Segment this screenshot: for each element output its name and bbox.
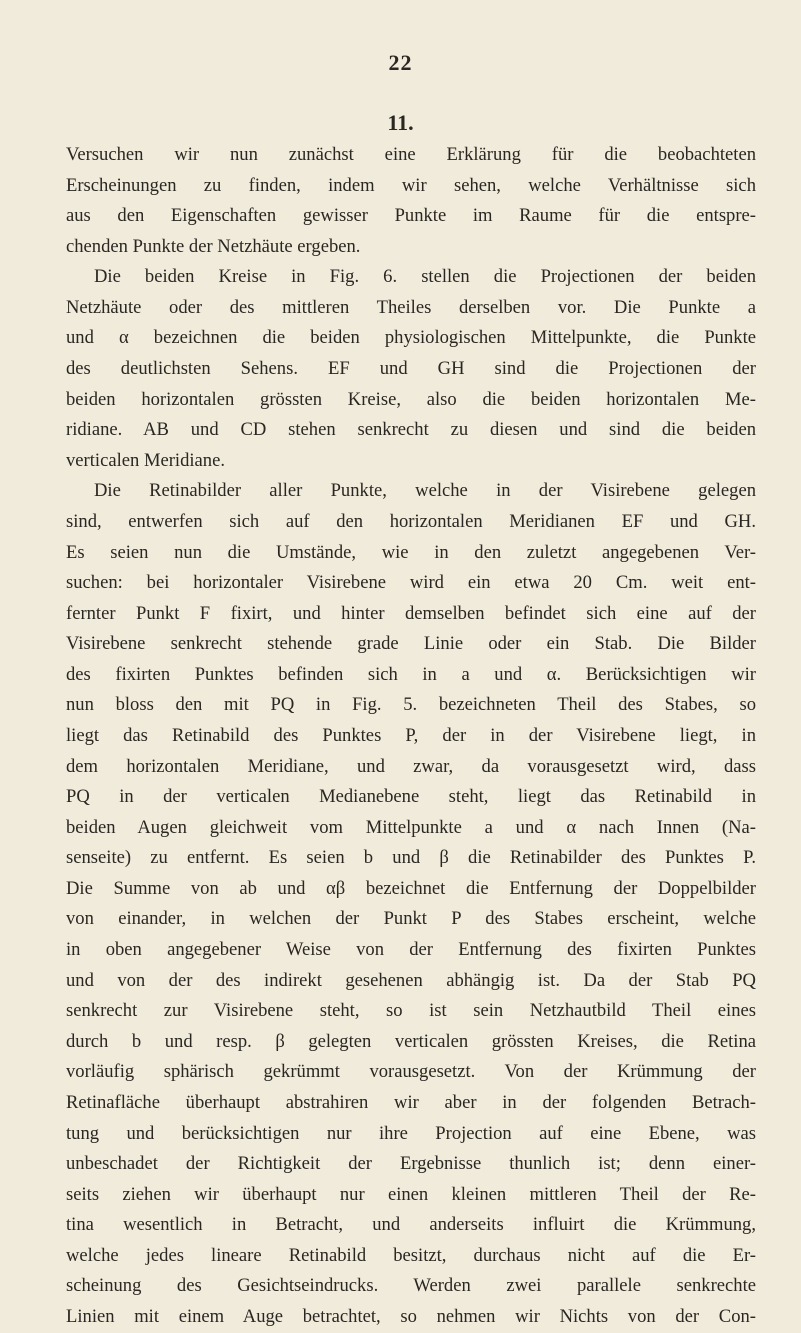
text-line: vorläufig sphärisch gekrümmt vorausgesetzt. Von der Krümmung der <box>66 1061 756 1083</box>
text-line: seits ziehen wir überhaupt nur einen kleinen mittleren Theil der Re- <box>66 1183 756 1205</box>
text-line: senseite) zu entfernt. Es seien b und β die Retinabilder des Punktes P. <box>66 847 756 869</box>
text-line: und von der des indirekt gesehenen abhängig ist. Da der Stab PQ <box>66 969 756 991</box>
text-line: beiden Augen gleichweit vom Mittelpunkte a und α nach Innen (Na- <box>66 816 756 838</box>
text-line: Visirebene senkrecht stehende grade Linie oder ein Stab. Die Bilder <box>66 633 756 655</box>
text-line: Es seien nun die Umstände, wie in den zuletzt angegebenen Ver- <box>66 541 756 563</box>
page-number: 22 <box>388 50 413 75</box>
paragraph <box>66 262 756 476</box>
text-line: Linien mit einem Auge betrachtet, so nehmen wir Nichts von der Con- <box>66 1305 756 1327</box>
text-line: senkrecht zur Visirebene steht, so ist sein Netzhautbild Theil eines <box>66 1000 756 1022</box>
text-line: des deutlichsten Sehens. EF und GH sind die Projectionen der <box>66 358 756 380</box>
text-line: liegt das Retinabild des Punktes P, der in der Visirebene liegt, in <box>66 724 756 746</box>
text-line: Die Summe von ab und αβ bezeichnet die Entfernung der Doppelbilder <box>66 877 756 899</box>
text-line: nun bloss den mit PQ in Fig. 5. bezeichneten Theil des Stabes, so <box>66 694 756 716</box>
text-line: aus den Eigenschaften gewisser Punkte im Raume für die entspre- <box>66 205 756 227</box>
text-line: des fixirten Punktes befinden sich in a und α. Berücksichtigen wir <box>66 663 756 685</box>
text-line: und α bezeichnen die beiden physiologischen Mittelpunkte, die Punkte <box>66 327 756 349</box>
text-line: dem horizontalen Meridiane, und zwar, da vorausgesetzt wird, dass <box>66 755 756 777</box>
text-line: Die beiden Kreise in Fig. 6. stellen die Projectionen der beiden <box>94 266 756 288</box>
text-line: Netzhäute oder des mittleren Theiles derselben vor. Die Punkte a <box>66 296 756 318</box>
paragraph <box>66 476 756 1332</box>
text-line: tung und berücksichtigen nur ihre Projection auf eine Ebene, was <box>66 1122 756 1144</box>
text-line: Die Retinabilder aller Punkte, welche in der Visirebene gelegen <box>94 480 756 502</box>
text-line: durch b und resp. β gelegten verticalen grössten Kreises, die Retina <box>66 1030 756 1052</box>
text-line: verticalen Meridiane. <box>66 449 226 471</box>
text-line: Erscheinungen zu finden, indem wir sehen, welche Verhältnisse sich <box>66 174 756 196</box>
section-heading: 11. <box>387 110 414 135</box>
text-line: in oben angegebener Weise von der Entfernung des fixirten Punktes <box>66 939 756 961</box>
text-line: sind, entwerfen sich auf den horizontalen Meridianen EF und GH. <box>66 510 756 532</box>
text-line: beiden horizontalen grössten Kreise, also die beiden horizontalen Me- <box>66 388 756 410</box>
paragraph <box>66 140 756 262</box>
text-line: chenden Punkte der Netzhäute ergeben. <box>66 235 361 257</box>
text-line: Retinafläche überhaupt abstrahiren wir aber in der folgenden Betrach- <box>66 1091 756 1113</box>
text-line: welche jedes lineare Retinabild besitzt, durchaus nicht auf die Er- <box>66 1244 756 1266</box>
text-line: fernter Punkt F fixirt, und hinter demselben befindet sich eine auf der <box>66 602 756 624</box>
text-line: Versuchen wir nun zunächst eine Erklärung für die beobachteten <box>66 144 756 165</box>
text-line: tina wesentlich in Betracht, und anderseits influirt die Krümmung, <box>66 1214 756 1236</box>
body-text <box>66 140 756 1333</box>
text-line: unbeschadet der Richtigkeit der Ergebnisse thunlich ist; denn einer- <box>66 1153 756 1175</box>
text-line: suchen: bei horizontaler Visirebene wird ein etwa 20 Cm. weit ent- <box>66 572 756 594</box>
text-line: PQ in der verticalen Medianebene steht, liegt das Retinabild in <box>66 786 756 808</box>
text-line: von einander, in welchen der Punkt P des Stabes erscheint, welche <box>66 908 756 930</box>
text-line: scheinung des Gesichtseindrucks. Werden zwei parallele senkrechte <box>66 1275 756 1297</box>
text-line: ridiane. AB und CD stehen senkrecht zu diesen und sind die beiden <box>66 419 756 441</box>
